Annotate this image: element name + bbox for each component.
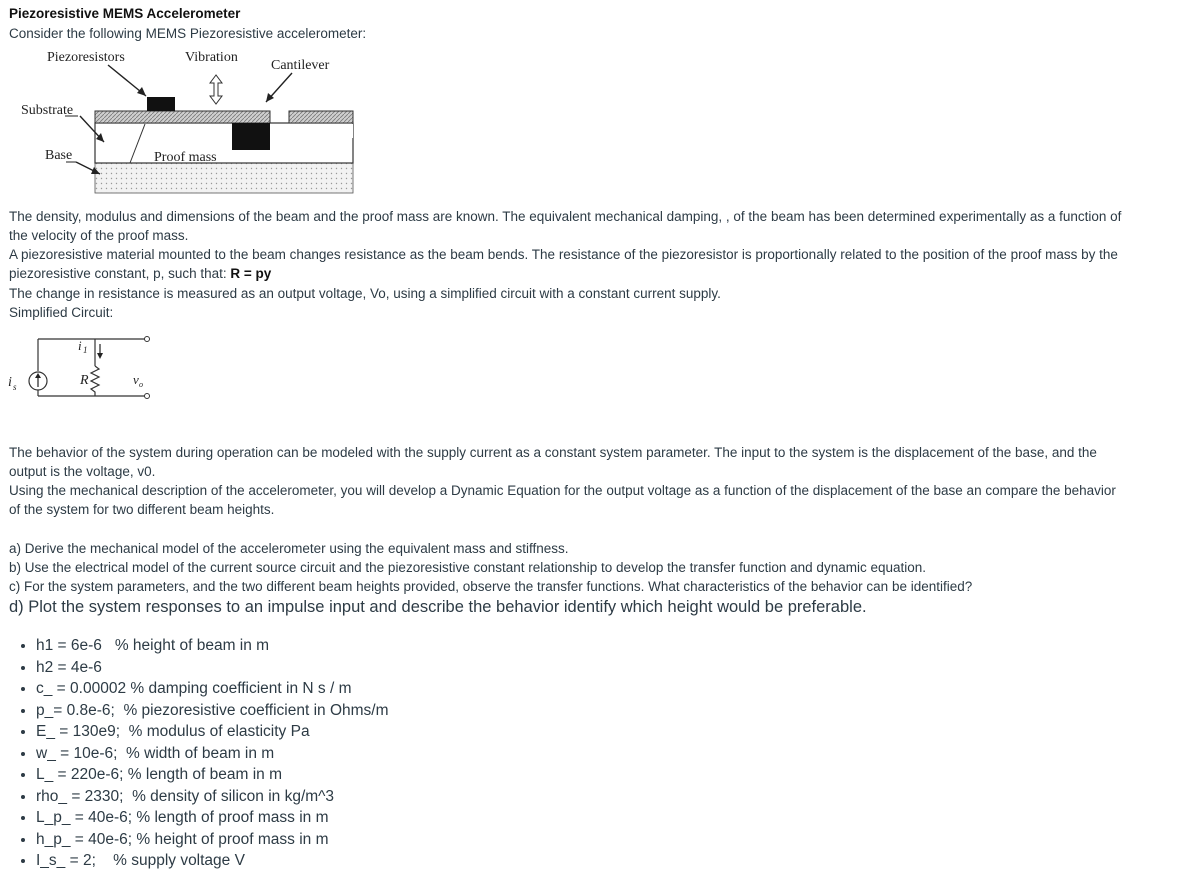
paragraph-2-line-1: A piezoresistive material mounted to the beam changes resistance as the beam bends. The resistance of the piezoresistor is proportionally related to the position of the proof mass by the [9, 247, 1118, 262]
page-title: Piezoresistive MEMS Accelerometer [9, 6, 241, 21]
accelerometer-diagram [0, 42, 370, 202]
intro-text: Consider the following MEMS Piezoresistive accelerometer: [9, 26, 367, 41]
proof-mass [232, 123, 270, 150]
paragraph-1-line-2: the velocity of the proof mass. [9, 228, 189, 243]
label-cantilever: Cantilever [271, 58, 330, 73]
label-vibration: Vibration [185, 50, 238, 65]
label-is-sub: s [13, 382, 17, 392]
parameter-item: • c_ = 0.00002 % damping coefficient in N s / m [36, 678, 389, 700]
paragraph-5-line-2: output is the voltage, v0. [9, 464, 156, 479]
paragraph-2-text: piezoresistive constant, p, such that: [9, 266, 231, 281]
parameter-item: • L_ = 220e-6; % length of beam in m [36, 764, 389, 786]
simplified-circuit-diagram [4, 326, 164, 406]
parameter-item: • L_p_ = 40e-6; % length of proof mass in m [36, 807, 389, 829]
base-layer [95, 163, 353, 193]
question-c: c) For the system parameters, and the two different beam heights provided, observe the transfer functions. What characteristics of the behavior can be identified? [9, 579, 973, 594]
paragraph-6-line-2: of the system for two different beam heights. [9, 502, 275, 517]
label-i1: i [78, 338, 82, 353]
label-vo-sub: o [139, 380, 143, 389]
label-vo: v [133, 372, 139, 387]
parameter-item: • rho_ = 2330; % density of silicon in kg/m^3 [36, 786, 389, 808]
question-b: b) Use the electrical model of the current source circuit and the piezoresistive constant relationship to develop the transfer function and dynamic equation. [9, 560, 927, 575]
label-i1-sub: 1 [83, 345, 88, 355]
paragraph-3: The change in resistance is measured as an output voltage, Vo, using a simplified circuit with a constant current supply. [9, 286, 721, 301]
parameter-item: • E_ = 130e9; % modulus of elasticity Pa [36, 721, 389, 743]
label-r: R [80, 373, 89, 388]
parameter-item: • w_ = 10e-6; % width of beam in m [36, 743, 389, 765]
cantilever-beam [95, 111, 270, 123]
piezoresistor [147, 97, 175, 111]
parameter-item: • h_p_ = 40e-6; % height of proof mass in m [36, 829, 389, 851]
paragraph-5-line-1: The behavior of the system during operation can be modeled with the supply current as a constant system parameter. The input to the system is the displacement of the base, and the [9, 445, 1097, 460]
label-proof-mass: Proof mass [154, 150, 217, 165]
substrate-right [289, 111, 353, 123]
label-base: Base [45, 148, 73, 163]
resistor [91, 366, 99, 396]
resistance-equation: R = py [230, 266, 272, 281]
paragraph-1-line-1: The density, modulus and dimensions of the beam and the proof mass are known. The equivalent mechanical damping, , of the beam has been determined experimentally as a function of [9, 209, 1122, 224]
parameter-item: • h1 = 6e-6 % height of beam in m [36, 635, 389, 657]
paragraph-4: Simplified Circuit: [9, 305, 114, 320]
parameter-item: • p_= 0.8e-6; % piezoresistive coefficient in Ohms/m [36, 700, 389, 722]
label-piezoresistors: Piezoresistors [47, 50, 125, 65]
question-d: d) Plot the system responses to an impulse input and describe the behavior identify which height would be preferable. [9, 598, 867, 616]
parameter-list [14, 635, 389, 872]
question-a: a) Derive the mechanical model of the accelerometer using the equivalent mass and stiffness. [9, 541, 569, 556]
label-substrate: Substrate [21, 103, 74, 118]
parameter-item: • h2 = 4e-6 [36, 657, 389, 679]
label-is: i [8, 375, 12, 390]
vibration-arrow [210, 75, 222, 104]
parameter-item: • I_s_ = 2; % supply voltage V [36, 850, 389, 872]
paragraph-2-line-2 [9, 264, 271, 283]
paragraph-6-line-1: Using the mechanical description of the accelerometer, you will develop a Dynamic Equation for the output voltage as a function of the displacement of the base an compare the behavior [9, 483, 1116, 498]
